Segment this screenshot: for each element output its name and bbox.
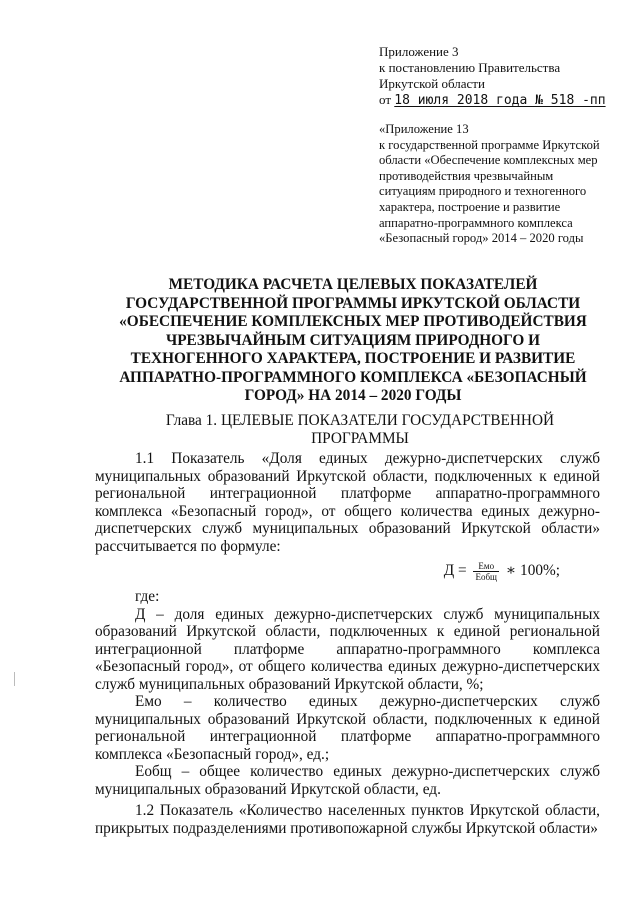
chapter-heading [165,412,555,448]
title-line: «ОБЕСПЕЧЕНИЕ КОМПЛЕКСНЫХ МЕР ПРОТИВОДЕЙСТВИЯ [119,313,587,330]
title-line: ГОРОД» НА 2014 – 2020 ГОДЫ [244,387,462,404]
formula-lhs: Д = [443,562,467,580]
title-line: МЕТОДИКА РАСЧЕТА ЦЕЛЕВЫХ ПОКАЗАТЕЛЕЙ [168,276,538,293]
where-label: где: [135,588,160,605]
program-appendix-line: «Приложение 13 [379,122,469,136]
paragraph-1-2: 1.2 Показатель «Количество населенных пунктов Иркутской области, прикрытых подразделениями противопожарной службы Иркутской области» [95,802,600,837]
appendix-date-line [379,92,624,109]
program-appendix-line: ситуациям природного и техногенного [379,184,587,199]
document-body [95,450,600,837]
margin-mark [14,672,15,686]
definition-eobsh: Еобщ – общее количество единых дежурно-диспетчерских служб муниципальных образований Иркутской области, ед. [95,763,600,798]
appendix-from-label: от [379,92,392,107]
appendix-date-number: 18 июля 2018 года № 518 -пп [394,93,606,108]
title-line: ЧРЕЗВЫЧАЙНЫМ СИТУАЦИЯМ ПРИРОДНОГО И [165,331,541,349]
title-line: АППАРАТНО-ПРОГРАММНОГО КОМПЛЕКСА «БЕЗОПАСНЫЙ [119,368,587,386]
definition-d: Д – доля единых дежурно-диспетчерских служб муниципальных образований Иркутской области, подключенных к единой региональной интеграционной платформе аппаратно-программного комплекса «Безопасный город», от общего количества единых дежурно-диспетчерских служб муниципальных образований Иркутской области, %; [95,605,600,693]
program-appendix-header [379,122,624,247]
program-appendix-line: области «Обеспечение комплексных мер [379,153,598,168]
appendix-region: Иркутской области [379,76,485,91]
paragraph-1-1: 1.1 Показатель «Доля единых дежурно-диспетчерских служб муниципальных образований Иркутской области, подключенных к единой региональной интеграционной платформе аппаратно-программного комплекса «Безопасный город», от общего количества единых дежурно-диспетчерских служб муниципальных образований Иркутской области» рассчитывается по формуле: [95,450,600,555]
program-appendix-line: противодействия чрезвычайным [379,168,554,183]
formula-rhs: ∗ 100%; [505,562,560,580]
program-appendix-line: «Безопасный город» 2014 – 2020 годы [379,231,584,246]
program-appendix-line: характера, построение и развитие [379,199,561,214]
formula-numerator: Емо [473,561,499,572]
title-line: ГОСУДАРСТВЕННОЙ ПРОГРАММЫ ИРКУТСКОЙ ОБЛАСТИ [125,294,581,312]
program-appendix-line: к государственной программе Иркутской [379,137,600,152]
appendix-header [379,44,624,109]
title-line: ТЕХНОГЕННОГО ХАРАКТЕРА, ПОСТРОЕНИЕ И РАЗВИТИЕ [130,350,576,367]
definition-emo: Емо – количество единых дежурно-диспетчерских служб муниципальных образований Иркутской области, подключенных к единой региональной интеграционной платформе аппаратно-программного комплекса «Безопасный город», ед.; [95,693,600,763]
chapter-heading-line: ПРОГРАММЫ [311,430,409,447]
formula-denominator: Еобщ [475,572,497,582]
appendix-number: Приложение 3 [379,44,459,59]
chapter-heading-line: Глава 1. ЦЕЛЕВЫЕ ПОКАЗАТЕЛИ ГОСУДАРСТВЕННОЙ [165,412,555,429]
document-title [100,276,606,406]
appendix-resolution: к постановлению Правительства [379,60,561,75]
formula-fraction [473,561,499,582]
program-appendix-line: аппаратно-программного комплекса [379,215,573,230]
formula [95,561,600,582]
